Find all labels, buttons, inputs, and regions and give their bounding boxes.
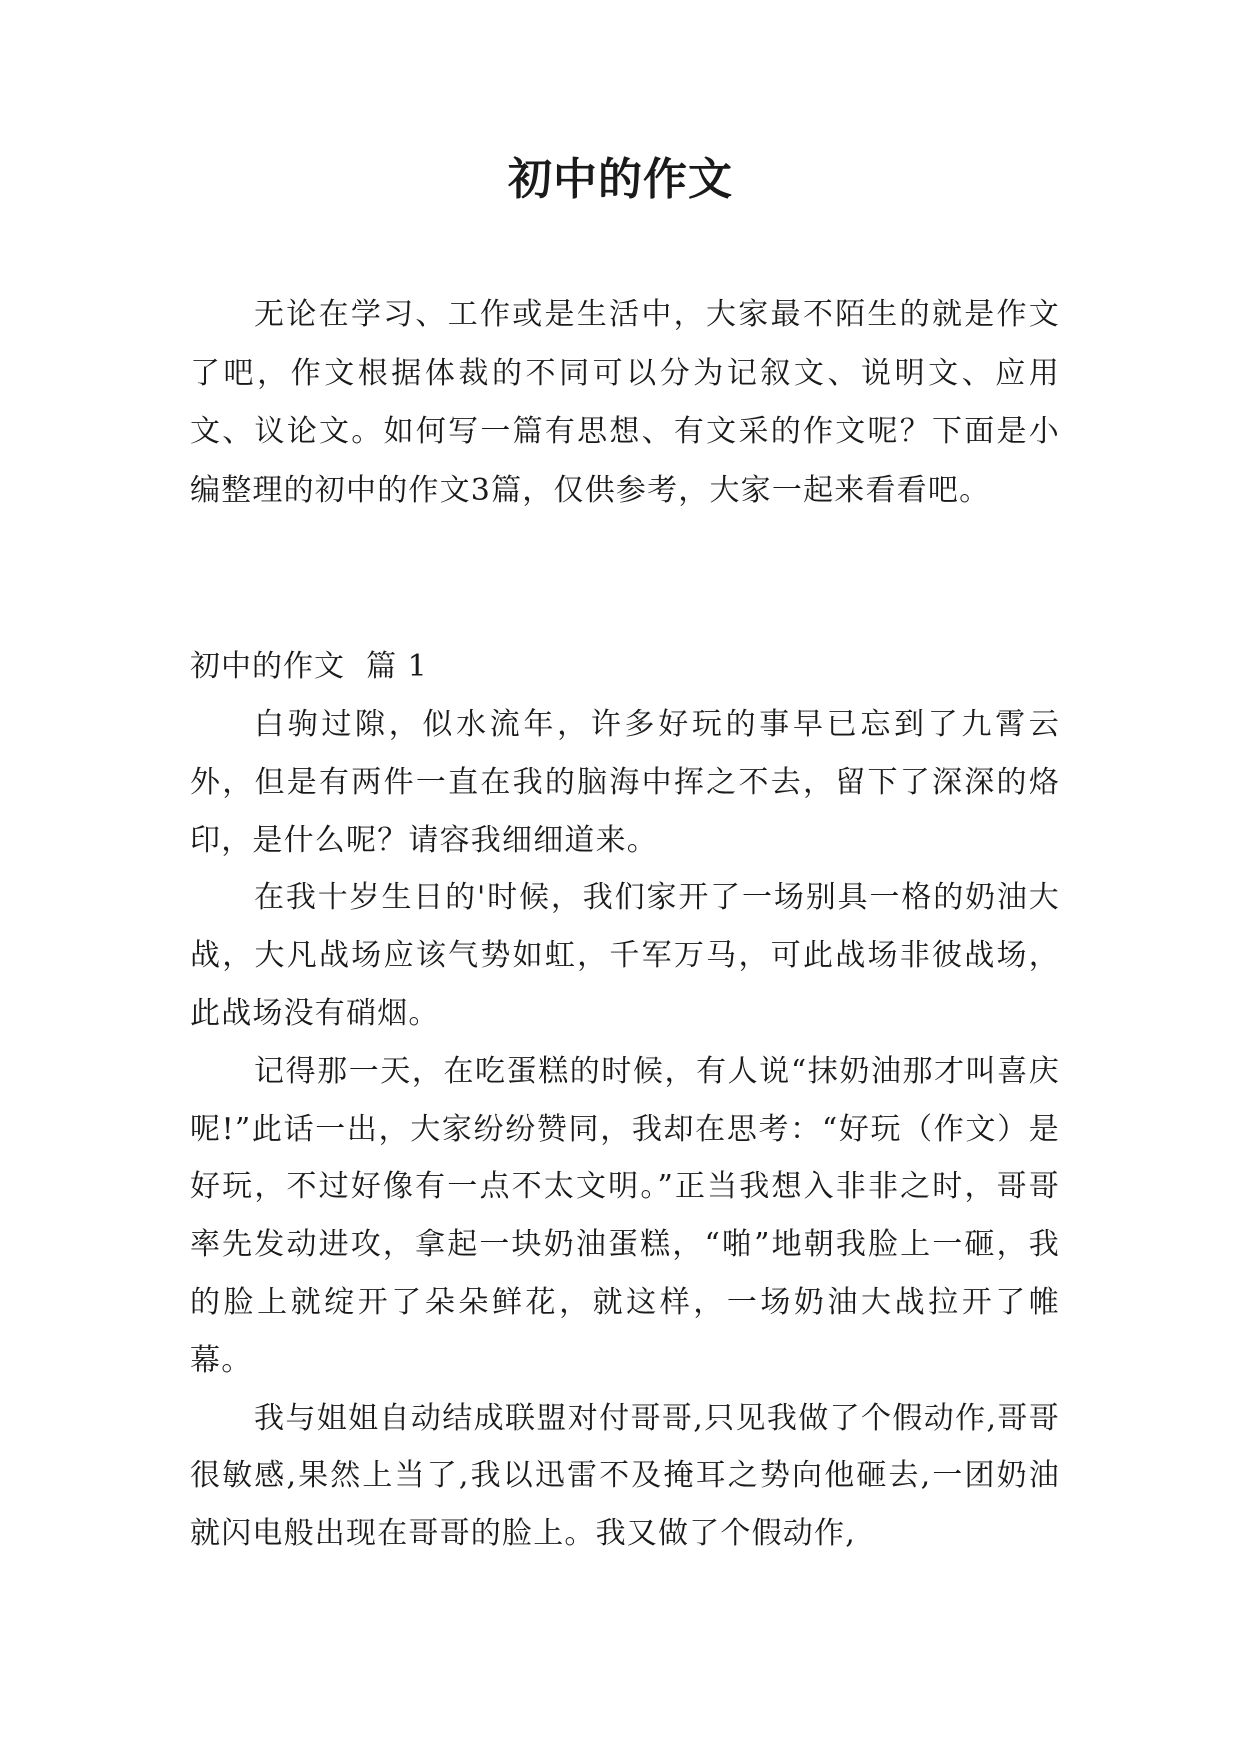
section-heading: 初中的作文 篇 1 (190, 649, 428, 684)
article-body (190, 696, 1060, 1563)
document-title: 初中的作文 (508, 154, 733, 205)
article-paragraph-4: 我与姐姐自动结成联盟对付哥哥,只见我做了个假动作,哥哥很敏感,果然上当了,我以迅雷不及掩耳之势向他砸去,一团奶油就闪电般出现在哥哥的脸上。我又做了个假动作, (190, 1400, 1060, 1552)
intro-paragraph: 无论在学习、工作或是生活中，大家最不陌生的就是作文了吧，作文根据体裁的不同可以分为记叙文、说明文、应用文、议论文。如何写一篇有思想、有文采的作文呢？下面是小编整理的初中的作文3篇，仅供参考，大家一起来看看吧。 (190, 297, 1060, 508)
intro-section (190, 286, 1060, 520)
article-paragraph-2: 在我十岁生日的'时候，我们家开了一场别具一格的奶油大战，大凡战场应该气势如虹，千军万马，可此战场非彼战场，此战场没有硝烟。 (190, 880, 1060, 1031)
article-paragraph-1: 白驹过隙，似水流年，许多好玩的事早已忘到了九霄云外，但是有两件一直在我的脑海中挥之不去，留下了深深的烙印，是什么呢？请容我细细道来。 (190, 707, 1060, 858)
article-paragraph-3: 记得那一天，在吃蛋糕的时候，有人说“抹奶油那才叫喜庆呢!”此话一出，大家纷纷赞同，我却在思考：“好玩（作文）是好玩，不过好像有一点不太文明。”正当我想入非非之时，哥哥率先发动进攻，拿起一块奶油蛋糕，“啪”地朝我脸上一砸，我的脸上就绽开了朵朵鲜花，就这样，一场奶油大战拉开了帷幕。 (190, 1053, 1060, 1378)
